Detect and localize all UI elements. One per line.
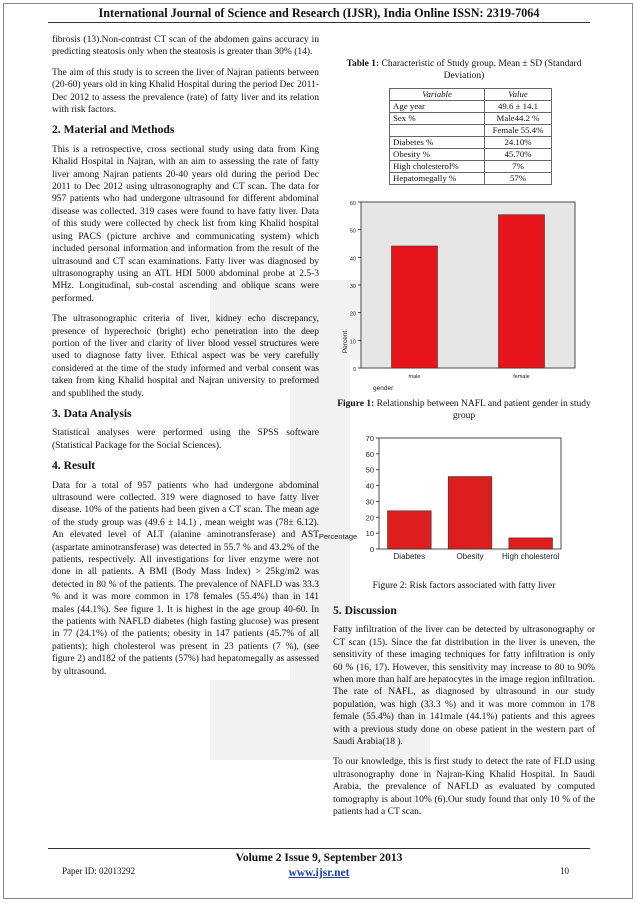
journal-header: International Journal of Science and Research (IJSR), India Online ISSN: 2319-7064	[98, 6, 540, 20]
table-row	[390, 101, 552, 113]
y-tick-label: 30	[365, 497, 374, 507]
paragraph: Fatty infiltration of the liver can be detected by ultrasonography or CT scan (15). Since the fat distribution in the liver is uneven, the sensitivity of these imaging techniques for fatty infiltration is only 60 % (16, 17). However, this sensitivity may increase to 80 to 90% when more than half are hepatocytes in the image region infiltration. The rate of NAFL, as diagnosed by ultrasound in our study population, was high (33.3 %) and it was more common in 178 female (55.4%) than in 141male (44.1%) patients and this agrees with a previous study done on obese patient in the western part of Saudi Arabia(18 ).	[333, 625, 595, 748]
y-tick-label: 40	[349, 256, 356, 263]
y-axis-label: Percent	[342, 330, 349, 354]
cell-variable: High cholesterol%	[390, 161, 485, 173]
paragraph: Statistical analyses were performed using the SPSS software (Statistical Package for the Social Sciences).	[52, 428, 319, 451]
table-row	[390, 161, 552, 173]
y-tick-label: 40	[365, 481, 374, 491]
figure2-bar-chart	[318, 430, 597, 580]
table-row	[390, 149, 552, 161]
col-header-variable: Variable	[390, 89, 485, 101]
paper-id: Paper ID: 02013292	[62, 866, 135, 876]
page-number: 10	[560, 866, 569, 876]
y-tick-label: 10	[349, 339, 356, 346]
x-tick-label: High cholesterol	[501, 552, 560, 561]
figure1-bar-chart	[335, 192, 597, 394]
paragraph: The ultrasonographic criteria of liver, kidney echo discrepancy, presence of hyperechoic (bright) echo penetration into the deep portion of the liver and clarity of liver blood vessel structures were used to diagnose fatty liver. Ethical aspect was be very carefully considered at the time of the study informed and verbal consent was taken from king Khalid hospital and Najran university to preformed and spublihed the study.	[52, 314, 319, 399]
cell-value: 24.10%	[485, 137, 552, 149]
paragraph: Data for a total of 957 patients who had undergone abdominal ultrasound were collected. 319 were diagnosed to have fatty liver disease. 10% of the patients had been given a CT scan. The mean age of the study group was (49.6 ± 14.1) , mean weight was (78± 6.12). An elevated level of ALT (alanine aminotransferase) and AST (aspartate aminotransferase) was detected in 55.7 % and 43.2% of the patients, respectively. All investigations for liver enzyme were not done in all patients. A BMI (Body Mass Index) > 25kg/m2 was detected in 80 % of the patients. The prevalence of NAFLD was 33.3 % and it was more common in 178 females (55.4%) than in 141 males (44.1%). See figure 1. It is highest in the age group 40-60. In the patients with NAFLD diabetes (high fasting glucose) was present in 77 (24.1%) of the patients; obesity in 147 patients (45.7% of all patients); high cholesterol was present in 23 patients (7 %), (see figure 2) and182 of the patients (57%) had hepatomegally as assessed by ultrasound.	[52, 480, 319, 677]
cell-variable: Sex %	[390, 113, 485, 125]
paragraph: This is a retrospective, cross sectional study using data from King Khalid Hospital in Najran, with an aim to assessing the rate of fatty liver among Najran patients 20-40 years old during the period Dec 2011 to Dec 2012 using ultrasonography and CT scan. The data for 957 patients who had undergone ultrasound for different abdominal disease was collected. 319 cases were found to have fatty liver. Data of this study were collected by check list from king Khalid hospital using PACS (picture archive and communicating system) which included personal information and information from the result of the ultrasound and CT scan examinations. Fatty liver was diagnosed by ultrasonography using an ATL HDI 5000 abdominal probe at 2.5-3 MHz. Longitudinal, sub-costal ascending and oblique scans were performed.	[52, 144, 319, 304]
figure2-caption: Figure 2: Risk factors associated with fatty liver	[372, 581, 556, 591]
bar	[391, 246, 437, 368]
cell-value: Female 55.4%	[485, 125, 552, 137]
table-row	[390, 113, 552, 125]
y-tick-label: 20	[365, 513, 374, 523]
paragraph: The aim of this study is to screen the liver of Najran patients between (20-60) years old in king Khalid Hospital during the period Dec 2011- Dec 2012 to assess the prevalence (rate) of fatty liver and its relation with risk factors.	[52, 67, 319, 116]
stats-table	[389, 88, 552, 185]
left-column	[52, 34, 319, 686]
x-tick-label: female	[513, 374, 530, 380]
website-link[interactable]: www.ijsr.net	[288, 867, 350, 879]
x-tick-label: Diabetes	[393, 552, 426, 561]
figure1-caption-label: Figure 1:	[337, 399, 375, 409]
y-tick-label: 30	[349, 284, 356, 290]
cell-variable	[390, 125, 485, 137]
table-row	[390, 125, 552, 137]
cell-variable: Age year	[390, 101, 485, 113]
table-caption	[333, 58, 595, 82]
cell-value: 7%	[485, 161, 552, 173]
table-row	[390, 137, 552, 149]
y-tick-label: 50	[349, 228, 356, 235]
paragraph: To our knowledge, this is first study to detect the rate of FLD using ultrasonography done in Najran-King Khalid Hospital. In Saudi Arabia, the prevalence of NAFLD as evaluated by computed tomography is about 10% (6).Our study found that only 10 % of the patients had a CT scan.	[333, 757, 595, 818]
cell-variable: Obesity %	[390, 149, 485, 161]
cell-value: 49.6 ± 14.1	[485, 101, 552, 113]
y-tick-label: 0	[352, 367, 356, 373]
section-heading-analysis: 3. Data Analysis	[52, 406, 132, 420]
table-caption-text: Characteristic of Study group. Mean ± SD (Standard Deviation)	[379, 59, 582, 81]
cell-variable: Diabetes %	[390, 137, 485, 149]
x-axis-label: gender	[373, 385, 394, 392]
x-tick-label: Obesity	[456, 552, 484, 561]
cell-value: Male44.2 %	[485, 113, 552, 125]
figure1-caption-text: Relationship between NAFL and patient gender in study group	[374, 399, 591, 421]
y-tick-label: 20	[349, 311, 356, 318]
discussion-section	[333, 597, 595, 827]
bar	[509, 538, 553, 549]
cell-variable: Hepatomegally %	[390, 173, 485, 185]
section-heading-methods: 2. Material and Methods	[52, 123, 175, 137]
table-row	[390, 173, 552, 185]
y-tick-label: 60	[365, 449, 374, 459]
table-header-row	[390, 89, 552, 101]
y-tick-label: 10	[365, 529, 374, 539]
bar	[448, 477, 492, 549]
y-axis-label: Percentage	[318, 532, 358, 541]
y-tick-label: 60	[349, 201, 356, 207]
x-tick-label: male	[408, 374, 421, 380]
volume-info: Volume 2 Issue 9, September 2013	[235, 852, 403, 864]
figure1-caption	[333, 398, 595, 422]
y-tick-label: 70	[365, 434, 374, 443]
section-heading-discussion: 5. Discussion	[333, 604, 397, 617]
bar	[498, 215, 544, 368]
section-heading-result: 4. Result	[52, 459, 96, 473]
table-caption-label: Table 1:	[346, 59, 380, 69]
header-rule	[48, 22, 590, 23]
footer-rule	[48, 848, 590, 849]
col-header-value: Value	[485, 89, 552, 101]
y-tick-label: 50	[365, 465, 374, 475]
bar	[387, 511, 431, 549]
cell-value: 57%	[485, 173, 552, 185]
paragraph: fibrosis (13).Non-contrast CT scan of the abdomen gains accuracy in predicting steatosis only when the steatosis is greater than 30% (14).	[52, 35, 319, 58]
cell-value: 45.70%	[485, 149, 552, 161]
y-tick-label: 0	[369, 545, 374, 554]
